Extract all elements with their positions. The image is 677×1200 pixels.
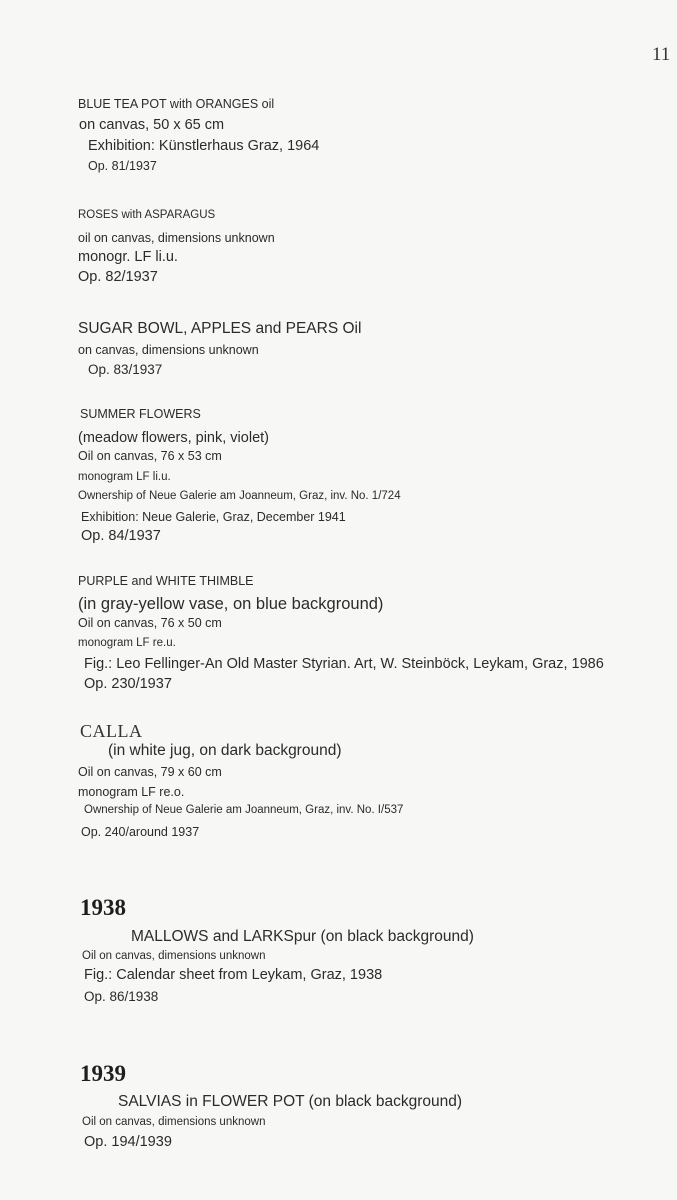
entry-opus: Op. 194/1939 <box>84 1134 172 1150</box>
entry-line: monogram LF li.u. <box>78 471 171 483</box>
entry-title: BLUE TEA POT with ORANGES oil <box>78 97 275 111</box>
entry-line: Oil on canvas, dimensions unknown <box>82 950 266 962</box>
entry-title: SALVIAS in FLOWER POT (on black background) <box>118 1093 463 1110</box>
entry-opus: Op. 86/1938 <box>84 989 159 1004</box>
entry-title: CALLA <box>80 721 143 741</box>
entry-line: (in white jug, on dark background) <box>108 742 342 759</box>
page-number: 11 <box>652 44 671 65</box>
entry-line: oil on canvas, dimensions unknown <box>78 231 275 245</box>
entry-opus: Op. 81/1937 <box>88 159 157 173</box>
entry-line: Fig.: Calendar sheet from Leykam, Graz, 1938 <box>84 967 383 983</box>
entry-line: on canvas, 50 x 65 cm <box>79 117 225 133</box>
entry-title: SUGAR BOWL, APPLES and PEARS Oil <box>78 320 362 337</box>
entry-line: monogr. LF li.u. <box>78 249 178 265</box>
entry-title: ROSES with ASPARAGUS <box>78 209 216 221</box>
entry-title: PURPLE and WHITE THIMBLE <box>78 574 254 588</box>
entry-line: Fig.: Leo Fellinger-An Old Master Styrian. Art, W. Steinböck, Leykam, Graz, 1986 <box>84 656 604 672</box>
entry-line: Ownership of Neue Galerie am Joanneum, Graz, inv. No. 1/724 <box>78 490 401 502</box>
entry-line: (in gray-yellow vase, on blue background) <box>78 595 384 613</box>
entry-line: Oil on canvas, 79 x 60 cm <box>78 765 222 779</box>
entry-opus: Op. 82/1937 <box>78 269 158 285</box>
entry-line: monogram LF re.u. <box>78 637 176 649</box>
entry-line: Oil on canvas, 76 x 50 cm <box>78 616 222 630</box>
entry-opus: Op. 83/1937 <box>88 362 163 377</box>
entry-line: Ownership of Neue Galerie am Joanneum, Graz, inv. No. I/537 <box>84 804 404 816</box>
entry-title: SUMMER FLOWERS <box>80 407 201 421</box>
entry-opus: Op. 230/1937 <box>84 676 172 692</box>
entry-line: Oil on canvas, dimensions unknown <box>82 1116 266 1128</box>
entry-opus: Op. 240/around 1937 <box>81 825 200 839</box>
year-heading: 1939 <box>80 1061 126 1086</box>
entry-opus: Op. 84/1937 <box>81 528 161 544</box>
entry-title: MALLOWS and LARKSpur (on black background) <box>131 928 474 945</box>
entry-line: (meadow flowers, pink, violet) <box>78 430 269 446</box>
entry-line: Oil on canvas, 76 x 53 cm <box>78 449 222 463</box>
entry-line: Exhibition: Neue Galerie, Graz, December 1941 <box>81 510 346 524</box>
entry-line: Exhibition: Künstlerhaus Graz, 1964 <box>88 138 320 154</box>
entry-line: on canvas, dimensions unknown <box>78 343 259 357</box>
year-heading: 1938 <box>80 895 126 920</box>
entry-line: monogram LF re.o. <box>78 785 185 799</box>
